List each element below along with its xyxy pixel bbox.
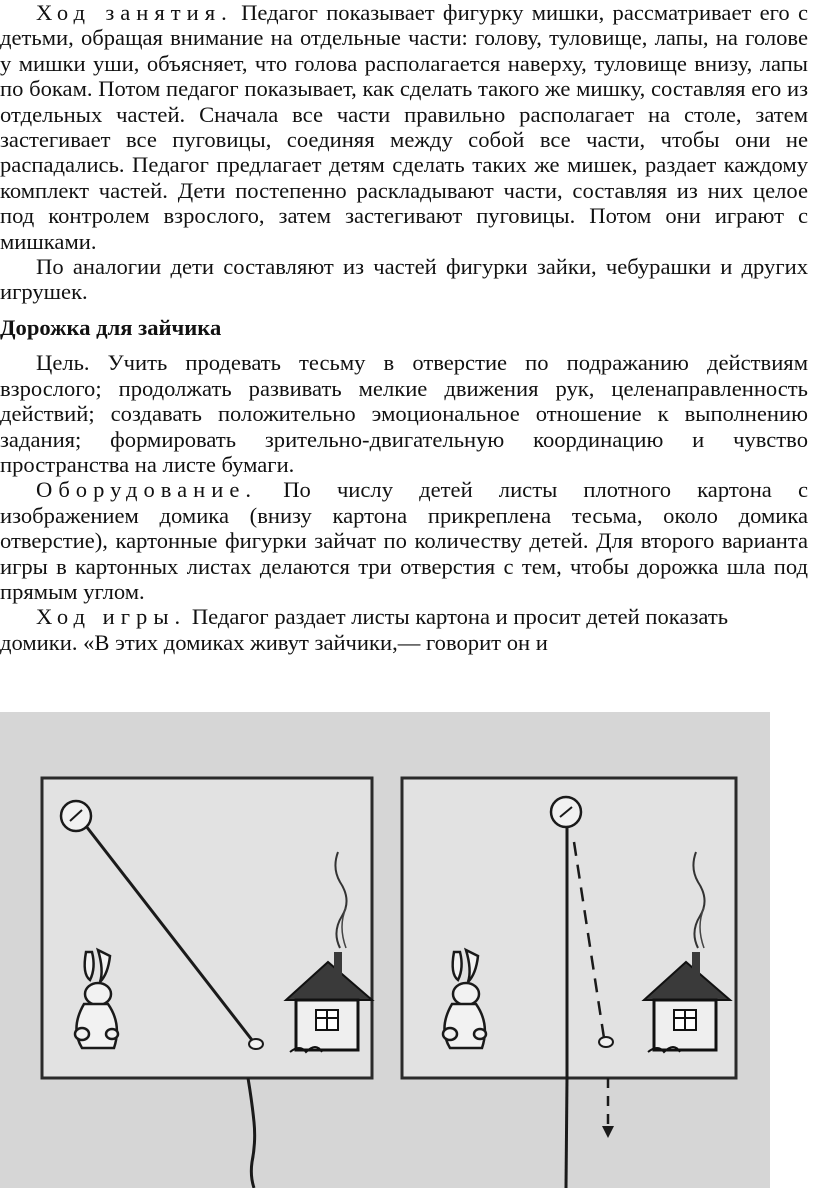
ribbon-2 <box>566 1078 567 1188</box>
paragraph-equipment <box>0 477 808 604</box>
lead-game: Ход игры. <box>36 604 187 630</box>
section-heading: Дорожка для зайчика <box>0 314 222 340</box>
paragraph-equipment-body: По числу детей листы плотного картона с изображением домика (внизу картона прикреплена тесьма, около домика отверстие), картонные фигурки зайчат по количеству детей. Для второго варианта игры в картонных листах делаются три отверстия с тем, чтобы дорожка шла под прямым углом. <box>0 477 808 604</box>
hole-house-icon <box>599 1037 613 1047</box>
paragraph-analogy: По аналогии дети составляют из частей фигурки зайки, чебурашки и других игрушек. <box>0 254 808 305</box>
lead-lesson: Ход занятия. <box>36 0 233 25</box>
hole-end-icon <box>249 1039 263 1049</box>
paragraph-bear <box>0 0 808 254</box>
paragraph-bear-body: Педагог показывает фигурку мишки, рассматривает его с детьми, обращая внимание на отдельные части: голову, туловище, лапы, на голове у мишки уши, объясняет, что голова располагается наверху, туловище внизу, лапы по бокам. Потом педагог показывает, как сделать такого же мишку, составляя его из отдельных частей. Сначала все части правильно располагает на столе, затем застегивает все пуговицы, соединяя между собой все части, чтобы они не распадались. Педагог предлагает детям сделать таких же мишек, раздает каждому комплект частей. Дети постепенно раскладывают части, составляя из них целое под контролем взрослого, затем застегивают пуговицы. Потом они играют с мишками. <box>0 0 808 254</box>
illustration-svg <box>0 712 770 1188</box>
paragraph-game-body: Педагог раздает листы картона и просит детей показать домики. «В этих домиках живут зайчики,— говорит он и <box>0 604 729 655</box>
illustration <box>0 712 770 1188</box>
paragraph-game <box>0 604 808 655</box>
lead-equipment: Оборудование. <box>36 477 258 503</box>
paragraph-goal: Цель. Учить продевать тесьму в отверстие по подражанию действиям взрослого; продолжать развивать мелкие движения рук, целенаправленность действий; создавать положительно эмоциональное отношение к выполнению задания; формировать зрительно-двигательную координацию и чувство пространства на листе бумаги. <box>0 350 808 477</box>
